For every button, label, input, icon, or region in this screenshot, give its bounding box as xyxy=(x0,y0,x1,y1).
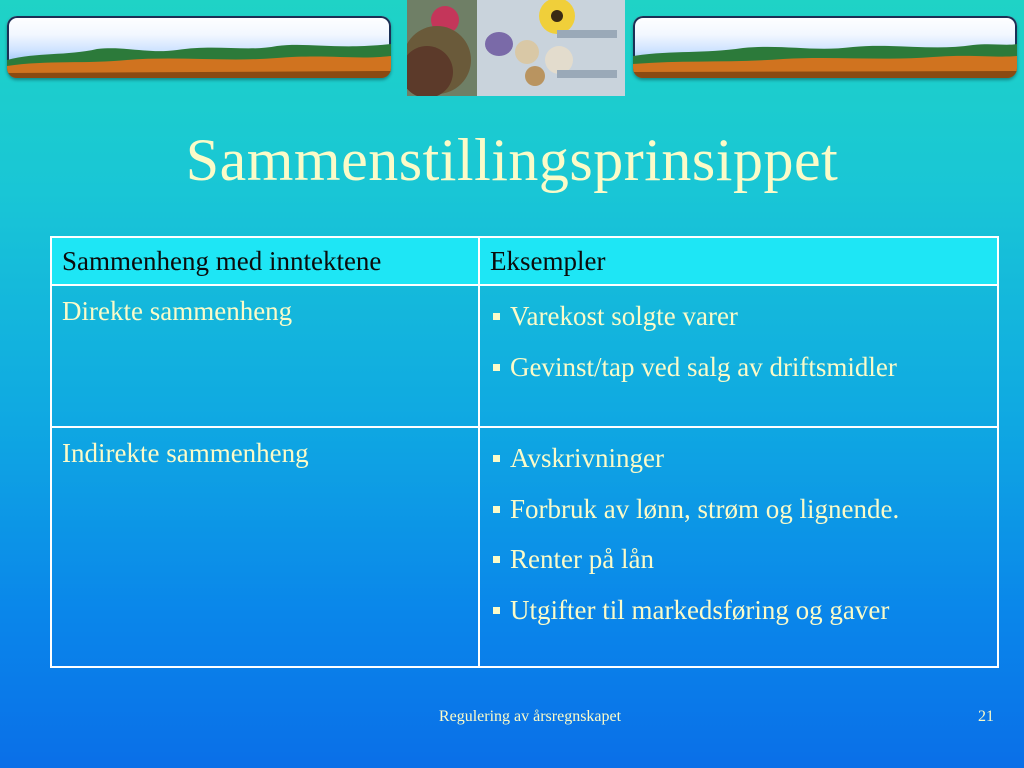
list-item: Renter på lån xyxy=(490,539,987,580)
list-item: Avskrivninger xyxy=(490,438,987,479)
row-category-direct: Direkte sammenheng xyxy=(51,285,479,427)
table-header-examples: Eksempler xyxy=(479,237,998,285)
matching-principle-table xyxy=(50,236,999,668)
slide-footer: Regulering av årsregnskapet xyxy=(438,708,622,725)
page-number: 21 xyxy=(978,708,994,725)
list-item: Varekost solgte varer xyxy=(490,296,987,337)
bullet-square-icon xyxy=(493,455,500,462)
row-examples-indirect xyxy=(479,427,998,667)
table-header-relation: Sammenheng med inntektene xyxy=(51,237,479,285)
slide-title: Sammenstillingsprinsippet xyxy=(185,127,839,193)
list-item: Forbruk av lønn, strøm og lignende. xyxy=(490,489,987,530)
list-item: Gevinst/tap ved salg av driftsmidler xyxy=(490,347,987,388)
landscape-banner-left xyxy=(7,16,391,78)
table-row xyxy=(51,285,998,427)
row-examples-direct xyxy=(479,285,998,427)
bullet-square-icon xyxy=(493,607,500,614)
table-header-row xyxy=(51,237,998,285)
bullet-square-icon xyxy=(493,313,500,320)
bullet-square-icon xyxy=(493,556,500,563)
list-item: Utgifter til markedsføring og gaver xyxy=(490,590,987,631)
bullet-square-icon xyxy=(493,506,500,513)
landscape-banner-right xyxy=(633,16,1017,78)
row-category-indirect: Indirekte sammenheng xyxy=(51,427,479,667)
table-row xyxy=(51,427,998,667)
flowers-coins-photo xyxy=(407,0,625,96)
bullet-square-icon xyxy=(493,364,500,371)
